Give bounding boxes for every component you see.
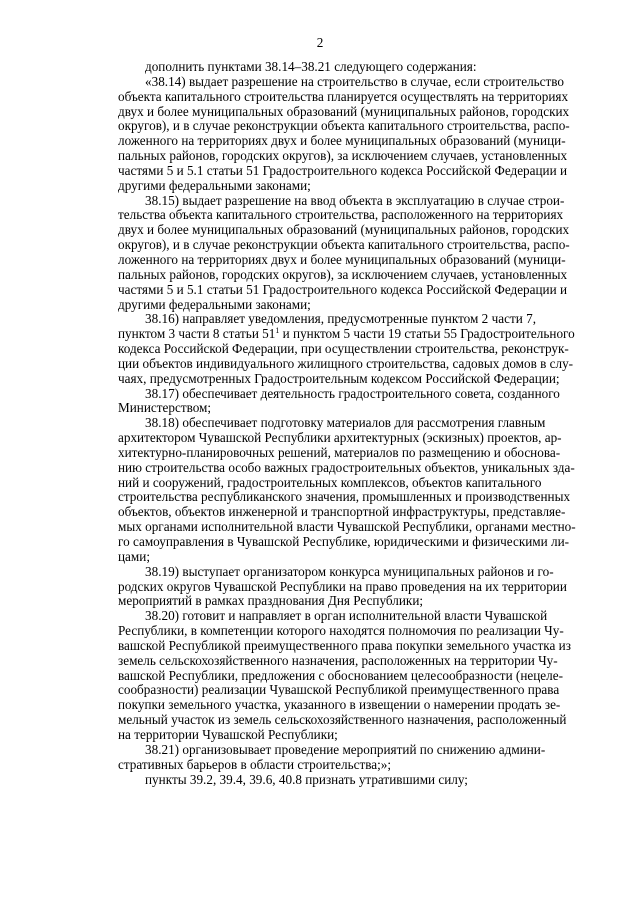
text-line: архитектором Чувашской Республики архитектурных (эскизных) проектов, ар- xyxy=(118,430,562,446)
text-line: пункты 39.2, 39.4, 39.6, 40.8 признать утратившими силу; xyxy=(145,771,468,787)
text-line: стративных барьеров в области строительства;»; xyxy=(118,756,392,772)
text-line: вашской Республикой преимущественного права покупки земельного участка из xyxy=(118,637,571,653)
amendment-paragraphs xyxy=(118,73,576,773)
line-text: пунктом 3 части 8 статьи 51 xyxy=(118,326,276,342)
paragraph-p38-17 xyxy=(118,385,560,417)
text-line: другими федеральными законами; xyxy=(118,177,311,193)
text-line: хитектурно-планировочных решений, материалов по размещению и обоснова- xyxy=(118,444,561,460)
text-line: пальных районов, городских округов), за исключением случаев, установленных xyxy=(118,148,568,164)
document-body xyxy=(118,59,576,787)
text-line: дополнить пунктами 38.14–38.21 следующего содержания: xyxy=(145,59,477,74)
text-line: нию строительства особо важных градостроительных объектов, уникальных зда- xyxy=(118,459,575,475)
text-line: 38.17) обеспечивает деятельность градостроительного совета, созданного xyxy=(145,385,560,401)
paragraph-p38-20 xyxy=(118,608,571,743)
text-line: частями 5 и 5.1 статьи 51 Градостроительного кодекса Российской Федерации и xyxy=(118,162,568,178)
text-line: 38.15) выдает разрешение на ввод объекта в эксплуатацию в случае строи- xyxy=(145,192,565,208)
intro-paragraph xyxy=(118,60,536,75)
text-line xyxy=(118,326,575,342)
text-line: двух и более муниципальных образований (муниципальных районов, городских xyxy=(118,103,570,119)
article-superscript: 1 xyxy=(275,326,280,336)
paragraph-p38-21 xyxy=(118,741,546,773)
text-line: мых органами исполнительной власти Чувашской Республики, органами местно- xyxy=(118,519,576,535)
text-line: ложенного на территориях двух и более муниципальных образований (муници- xyxy=(118,133,566,149)
text-line: Республики, в компетенции которого находятся полномочия по реализации Чу- xyxy=(118,623,564,639)
text-line: объекта капитального строительства планируется осуществлять на территориях xyxy=(118,88,569,104)
text-line: строительства республиканского значения, промышленных и производственных xyxy=(118,489,571,505)
page-number: 2 xyxy=(316,35,324,50)
text-line: округов), и в случае реконструкции объекта капитального строительства, распо- xyxy=(118,237,570,253)
text-line: 38.20) готовит и направляет в орган исполнительной власти Чувашской xyxy=(145,608,548,624)
text-line: мероприятий в рамках празднования Дня Республики; xyxy=(118,593,424,609)
text-line: кодекса Российской Федерации, при осуществлении строительства, реконструк- xyxy=(118,341,569,357)
text-line: Министерством; xyxy=(118,400,212,416)
text-line: покупки земельного участка, указанного в извещении о намерении продать зе- xyxy=(118,697,561,713)
text-line: 38.18) обеспечивает подготовку материалов для рассмотрения главным xyxy=(145,415,546,431)
text-line: частями 5 и 5.1 статьи 51 Градостроительного кодекса Российской Федерации и xyxy=(118,281,568,297)
paragraph-p38-16 xyxy=(118,311,575,386)
text-line: 38.21) организовывает проведение мероприятий по снижению админи- xyxy=(145,741,546,757)
text-line: округов), и в случае реконструкции объекта капитального строительства, распо- xyxy=(118,118,570,134)
text-line: 38.19) выступает организатором конкурса муниципальных районов и го- xyxy=(145,563,554,579)
text-line: пальных районов, городских округов), за исключением случаев, установленных xyxy=(118,266,568,282)
text-line: мельный участок из земель сельскохозяйственного назначения, расположенный xyxy=(118,712,567,728)
text-line: ний и сооружений, градостроительных комплексов, объектов капитального xyxy=(118,474,542,490)
paragraph-p38-14 xyxy=(118,73,570,194)
paragraph-p38-19 xyxy=(118,563,567,610)
text-line: сообразности) реализации Чувашской Республикой преимущественного права xyxy=(118,682,560,698)
text-line: го самоуправления в Чувашской Республике, юридическими и физическими ли- xyxy=(118,534,570,549)
text-line: чаях, предусмотренных Градостроительным кодексом Российской Федерации; xyxy=(118,370,560,386)
text-line: объектов, объектов инженерной и транспортной инфраструктуры, представляе- xyxy=(118,504,566,520)
line-text-tail: и пунктом 5 части 19 статьи 55 Градостроительного xyxy=(279,326,575,342)
text-line: «38.14) выдает разрешение на строительство в случае, если строительство xyxy=(145,73,565,89)
paragraph-p38-15 xyxy=(118,192,570,313)
text-line: ложенного на территориях двух и более муниципальных образований (муници- xyxy=(118,251,566,267)
text-line: другими федеральными законами; xyxy=(118,296,311,312)
text-line: двух и более муниципальных образований (муниципальных районов, городских xyxy=(118,222,570,238)
text-line: ции объектов индивидуального жилищного строительства, садовых домов в слу- xyxy=(118,355,574,371)
text-line: вашской Республики, предложения с обоснованием целесообразности (нецеле- xyxy=(118,667,563,683)
outro-paragraph xyxy=(118,773,536,788)
text-line: земель сельскохозяйственного назначения, расположенных на территории Чу- xyxy=(118,652,558,668)
text-line: 38.16) направляет уведомления, предусмотренные пунктом 2 части 7, xyxy=(145,311,536,327)
text-line: на территории Чувашской Республики; xyxy=(118,726,338,742)
text-line: цами; xyxy=(118,548,150,564)
text-line: родских округов Чувашской Республики на право проведения на их территории xyxy=(118,578,567,594)
paragraph-p38-18 xyxy=(118,415,576,564)
text-line: тельства объекта капитального строительства, расположенного на территориях xyxy=(118,207,564,223)
